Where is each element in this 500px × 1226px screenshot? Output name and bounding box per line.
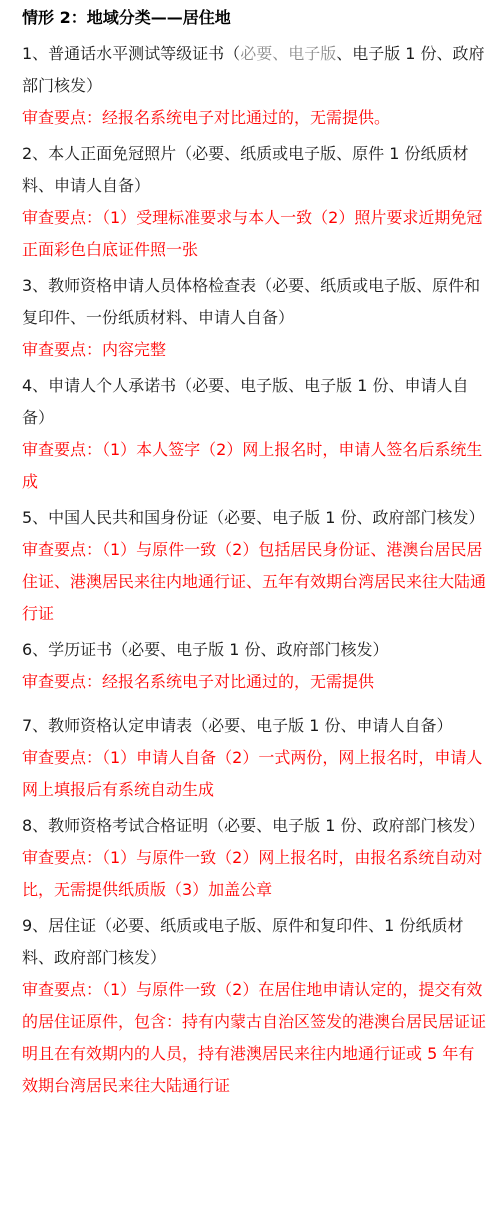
review-note: 审查要点：经报名系统电子对比通过的，无需提供 [22,672,375,691]
review-note: 审查要点：内容完整 [22,340,167,359]
requirement-text-part: 1、普通话水平测试等级证书（ [22,44,241,63]
requirement-text [22,38,488,102]
requirement-text-part: 、电子版 1 份、政府部门核发） [22,44,485,95]
review-note: 审查要点：（1）受理标准要求与本人一致（2）照片要求近期免冠正面彩色白底证件照一张 [22,208,483,259]
requirement-text: 6、学历证书（必要、电子版 1 份、政府部门核发） [22,640,389,659]
list-item [22,502,488,630]
list-item [22,710,488,806]
list-item [22,270,488,366]
review-note: 审查要点：（1）与原件一致（2）网上报名时，由报名系统自动对比，无需提供纸质版（3）加盖公章 [22,848,483,899]
requirement-text: 3、教师资格申请人员体格检查表（必要、纸质或电子版、原件和复印件、一份纸质材料、申请人自备） [22,276,481,327]
review-note: 审查要点：（1）与原件一致（2）包括居民身份证、港澳台居民居住证、港澳居民来往内地通行证、五年有效期台湾居民来往大陆通行证 [22,540,487,623]
list-item [22,910,488,1102]
requirement-text: 9、居住证（必要、纸质或电子版、原件和复印件、1 份纸质材料、政府部门核发） [22,916,464,967]
requirement-text: 2、本人正面免冠照片（必要、纸质或电子版、原件 1 份纸质材料、申请人自备） [22,144,469,195]
requirement-text: 5、中国人民共和国身份证（必要、电子版 1 份、政府部门核发） [22,508,485,527]
list-item [22,810,488,906]
list-item [22,634,488,698]
requirement-text: 4、申请人个人承诺书（必要、电子版、电子版 1 份、申请人自备） [22,376,469,427]
review-note: 审查要点：（1）本人签字（2）网上报名时，申请人签名后系统生成 [22,440,483,491]
list-item [22,38,488,134]
requirement-text: 7、教师资格认定申请表（必要、电子版 1 份、申请人自备） [22,716,453,735]
review-note: 审查要点：（1）申请人自备（2）一式两份，网上报名时，申请人网上填报后有系统自动生成 [22,748,483,799]
requirement-text-gray: 必要、电子版 [240,44,337,63]
document-title: 情形 2：地域分类——居住地 [22,8,231,27]
list-item [22,370,488,498]
review-note: 审查要点：（1）与原件一致（2）在居住地申请认定的，提交有效的居住证原件，包含：持有内蒙古自治区签发的港澳台居民居证证明且在有效期内的人员，持有港澳居民来往内地通行证或 5 年有效期台湾居民来往大陆通行证 [22,980,487,1095]
requirement-text: 8、教师资格考试合格证明（必要、电子版 1 份、政府部门核发） [22,816,485,835]
list-item [22,138,488,266]
spacer [22,702,488,710]
review-note: 审查要点：经报名系统电子对比通过的，无需提供。 [22,108,391,127]
